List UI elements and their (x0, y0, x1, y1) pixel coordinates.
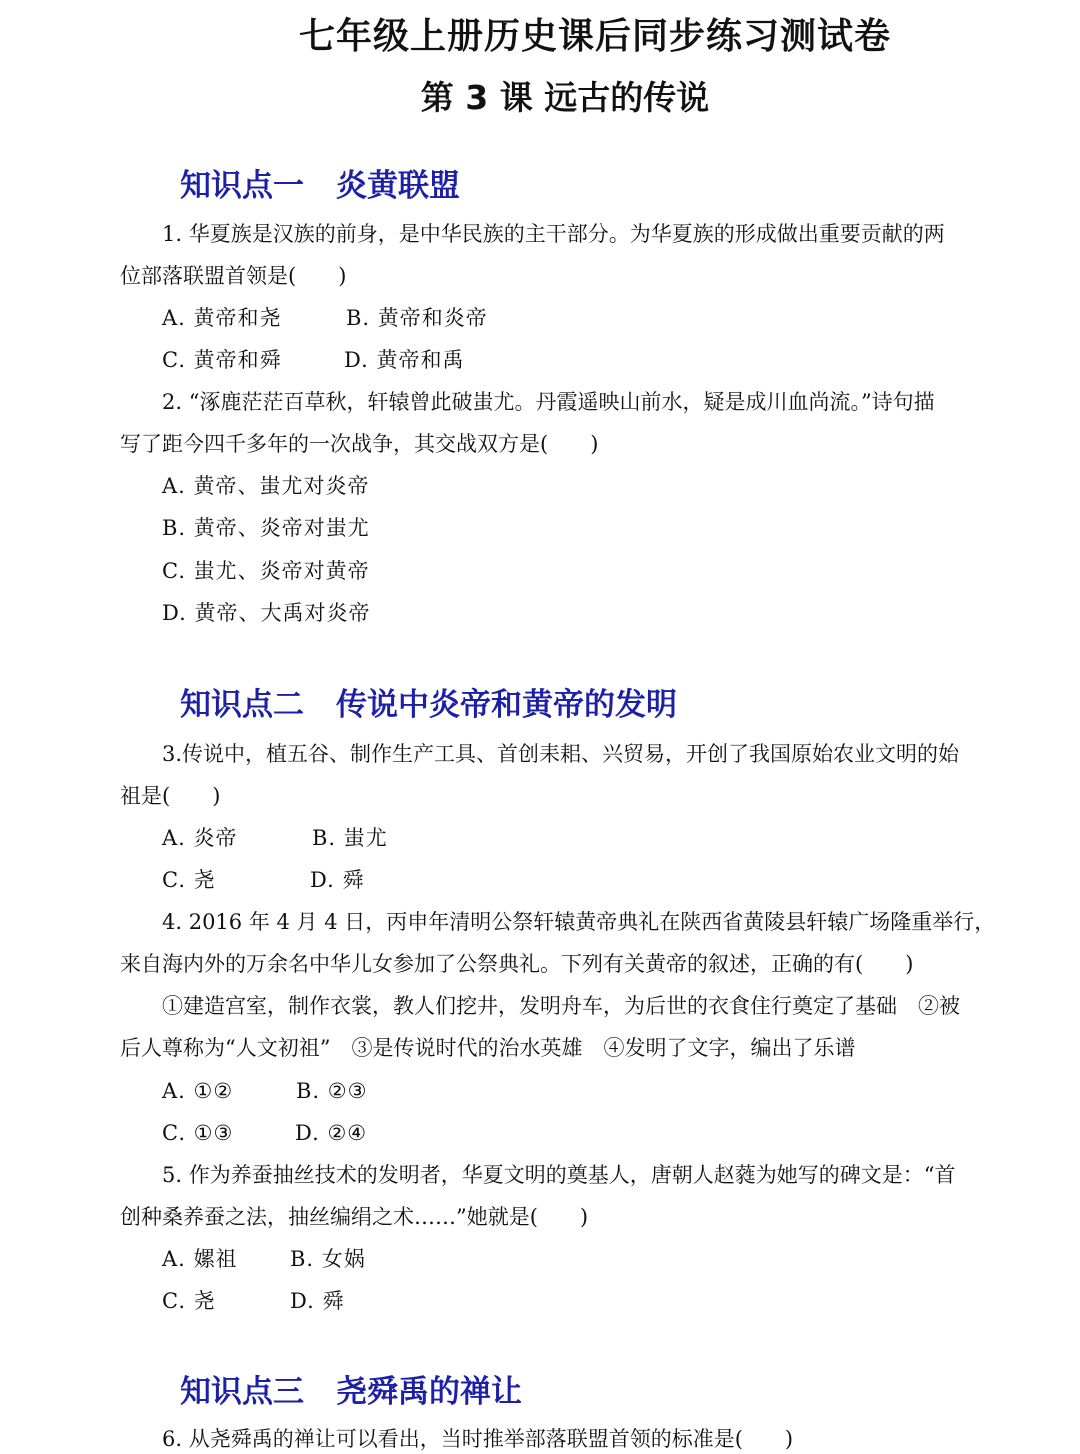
section-label: 知识点三 (180, 1374, 304, 1410)
question-3-text-cont: 祖是( ) (120, 784, 221, 808)
option-c: C. 黄帝和舜 (162, 348, 282, 372)
option-a: A. 炎帝 (162, 826, 238, 850)
question-4-options-row-1 (162, 1076, 368, 1106)
question-1-text: 1. 华夏族是汉族的前身，是中华民族的主干部分。为华夏族的形成做出重要贡献的两 (162, 222, 945, 246)
section-label: 知识点一 (180, 168, 304, 204)
question-1-options-row-1 (162, 303, 488, 333)
option-b: B. 女娲 (290, 1247, 366, 1271)
section-topic: 传说中炎帝和黄帝的发明 (336, 687, 677, 723)
option-d: D. 黄帝和禹 (344, 348, 465, 372)
question-2-option-c: C. 蚩尤、炎帝对黄帝 (162, 559, 370, 583)
question-5-text: 5. 作为养蚕抽丝技术的发明者，华夏文明的奠基人，唐朝人赵蕤为她写的碑文是：“首 (162, 1163, 956, 1187)
question-4-options-row-2 (162, 1118, 368, 1148)
section-topic: 炎黄联盟 (336, 168, 460, 204)
question-3-options-row-2 (162, 865, 365, 895)
section-heading-2 (180, 679, 677, 724)
question-4-text-cont: 来自海内外的万余名中华儿女参加了公祭典礼。下列有关黄帝的叙述，正确的有( ) (120, 952, 914, 976)
option-d: D. ②④ (295, 1121, 368, 1145)
option-a: A. 嫘祖 (162, 1247, 238, 1271)
option-c: C. ①③ (162, 1121, 234, 1145)
option-c: C. 尧 (162, 1289, 216, 1313)
document-title: 七年级上册历史课后同步练习测试卷 (298, 16, 891, 57)
option-b: B. 蚩尤 (312, 826, 388, 850)
question-2-option-b: B. 黄帝、炎帝对蚩尤 (162, 516, 370, 540)
question-2-option-d: D. 黄帝、大禹对炎帝 (162, 601, 371, 625)
section-label: 知识点二 (180, 687, 304, 723)
question-4-text: 4. 2016 年 4 月 4 日，丙申年清明公祭轩辕黄帝典礼在陕西省黄陵县轩辕广场隆重举行， (162, 910, 996, 934)
question-1-options-row-2 (162, 345, 465, 375)
question-4-statements-cont: 后人尊称为“人文初祖” ③是传说时代的治水英雄 ④发明了文字，编出了乐谱 (120, 1036, 856, 1060)
question-5-text-cont: 创种桑养蚕之法，抽丝编绢之术……”她就是( ) (120, 1205, 589, 1229)
question-6-text: 6. 从尧舜禹的禅让可以看出，当时推举部落联盟首领的标准是( ) (162, 1427, 794, 1451)
question-5-options-row-2 (162, 1286, 345, 1316)
question-2-option-a: A. 黄帝、蚩尤对炎帝 (162, 474, 370, 498)
question-3-options-row-1 (162, 823, 388, 853)
lesson-title: 第 3 课 远古的传说 (420, 78, 710, 117)
option-a: A. 黄帝和尧 (162, 306, 282, 330)
question-2-text: 2. “涿鹿茫茫百草秋，轩辕曾此破蚩尤。丹霞遥映山前水，疑是成川血尚流。”诗句描 (162, 390, 935, 414)
question-4-statements: ①建造宫室，制作衣裳，教人们挖井，发明舟车，为后世的衣食住行奠定了基础 ②被 (162, 994, 960, 1018)
option-a: A. ①② (162, 1079, 234, 1103)
option-c: C. 尧 (162, 868, 216, 892)
section-topic: 尧舜禹的禅让 (336, 1374, 522, 1410)
section-heading-3 (180, 1366, 522, 1411)
question-2-text-cont: 写了距今四千多年的一次战争，其交战双方是( ) (120, 432, 599, 456)
option-b: B. ②③ (296, 1079, 368, 1103)
section-heading-1 (180, 160, 460, 205)
option-d: D. 舜 (310, 868, 365, 892)
question-3-text: 3.传说中，植五谷、制作生产工具、首创耒耜、兴贸易，开创了我国原始农业文明的始 (162, 742, 960, 766)
option-b: B. 黄帝和炎帝 (346, 306, 488, 330)
option-d: D. 舜 (290, 1289, 345, 1313)
question-1-text-cont: 位部落联盟首领是( ) (120, 264, 347, 288)
question-5-options-row-1 (162, 1244, 366, 1274)
